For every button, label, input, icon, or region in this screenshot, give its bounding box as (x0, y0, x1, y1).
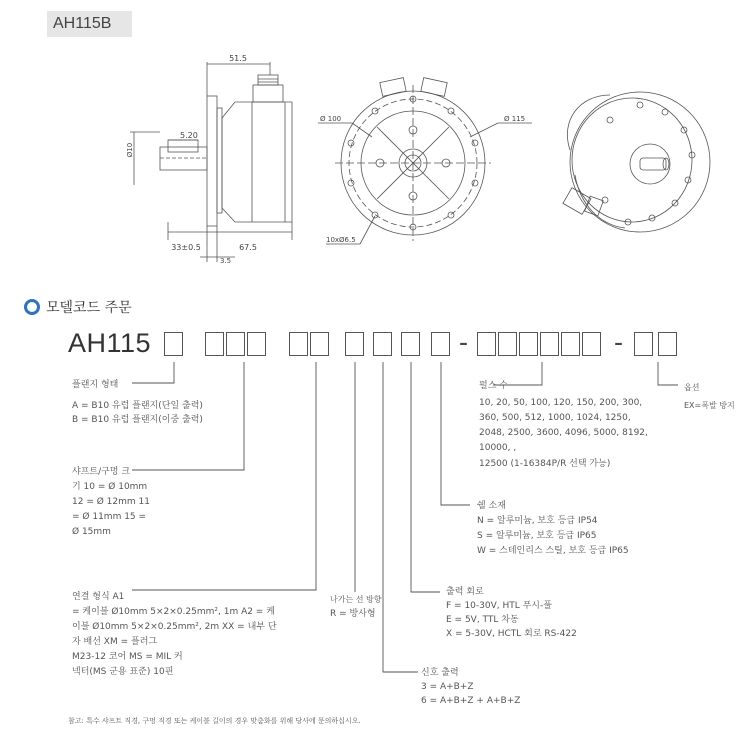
model-code-prefix: AH115 (68, 328, 152, 358)
dim-shaft: 5.20 (180, 131, 198, 140)
connection-line-2: 이블 Ø10mm 5×2×0.25mm², 2m XX = 내부 단 (72, 622, 277, 632)
signal-line-1: 3 = A+B+Z (421, 682, 474, 692)
option-title: 옵션 (684, 383, 700, 392)
connection-line-3: 자 배선 XM = 플러그 (72, 637, 158, 647)
circuit-line-1: F = 10-30V, HTL 푸시-풀 (446, 601, 552, 611)
code-dash-1: - (459, 327, 468, 357)
flange-line-2: B = B10 유럽 플랜지(이중 출력) (72, 415, 203, 425)
direction-title: 나가는 선 방향 (330, 595, 382, 604)
dim-shaft-dia: Ø10 (126, 142, 134, 158)
connection-line-4: M23-12 코어 MS = MIL 커 (72, 652, 183, 662)
dim-body: 67.5 (239, 243, 257, 252)
shaft-line-3: = Ø 11mm 15 = (72, 512, 147, 522)
dim-d100: Ø 100 (320, 115, 342, 123)
connection-line-5: 넥터(MS 군용 표준) 10핀 (72, 667, 174, 677)
pulse-line-3: 2048, 2500, 3600, 4096, 5000, 8192, (479, 428, 648, 438)
connection-title: 연결 형식 A1 (72, 592, 125, 602)
signal-title: 신호 출력 (421, 668, 459, 678)
flange-line-1: A = B10 유럽 플랜지(단일 출력) (72, 401, 203, 411)
dim-flange-left: 33±0.5 (171, 243, 201, 252)
dim-holes: 10xØ6.5 (326, 236, 356, 244)
circuit-line-3: X = 5-30V, HCTL 회로 RS-422 (446, 629, 577, 639)
housing-title: 쉘 소재 (477, 501, 506, 511)
pulse-line-4: 10000, , (479, 443, 517, 453)
pulse-line-2: 360, 500, 512, 1000, 1024, 1250, (479, 413, 631, 423)
shaft-title: 샤프트/구멍 크 (72, 467, 131, 477)
pulse-line-5: 12500 (1-16384P/R 선택 가능) (479, 459, 611, 469)
dim-top: 51.5 (229, 54, 247, 63)
code-dash-2: - (614, 327, 623, 357)
footnote: 참고: 특수 샤프트 직경, 구멍 직경 또는 케이블 길이의 경우 맞춤화를 위해 당사에 문의하십시오. (68, 717, 361, 725)
pulse-title: 펄스 수 (479, 381, 508, 391)
pulse-line-1: 10, 20, 50, 100, 120, 150, 200, 300, (479, 398, 643, 408)
option-line-1: EX=폭발 방지 (684, 401, 735, 410)
dim-step: 3.5 (220, 257, 232, 265)
signal-line-2: 6 = A+B+Z + A+B+Z (421, 696, 521, 706)
connection-line-1: = 케이블 Ø10mm 5×2×0.25mm², 1m A2 = 케 (72, 607, 275, 617)
shaft-line-4: Ø 15mm (72, 527, 111, 537)
housing-line-2: S = 알루미늄, 보호 등급 IP65 (477, 531, 597, 541)
direction-line-1: R = 방사형 (330, 609, 376, 619)
circuit-title: 출력 회로 (446, 587, 484, 597)
circuit-line-2: E = 5V, TTL 차동 (446, 615, 519, 625)
housing-line-1: N = 알루미늄, 보호 등급 IP54 (477, 516, 598, 526)
housing-line-3: W = 스테인리스 스틸, 보호 등급 IP65 (477, 546, 629, 556)
section-title-text: 모델코드 주문 (46, 300, 132, 316)
flange-title: 플랜지 형태 (72, 380, 119, 390)
shaft-line-2: 12 = Ø 12mm 11 (72, 497, 150, 507)
shaft-line-1: 기 10 = Ø 10mm (72, 482, 148, 492)
dim-d115: Ø 115 (504, 115, 526, 123)
model-tag: AH115B (47, 11, 132, 37)
